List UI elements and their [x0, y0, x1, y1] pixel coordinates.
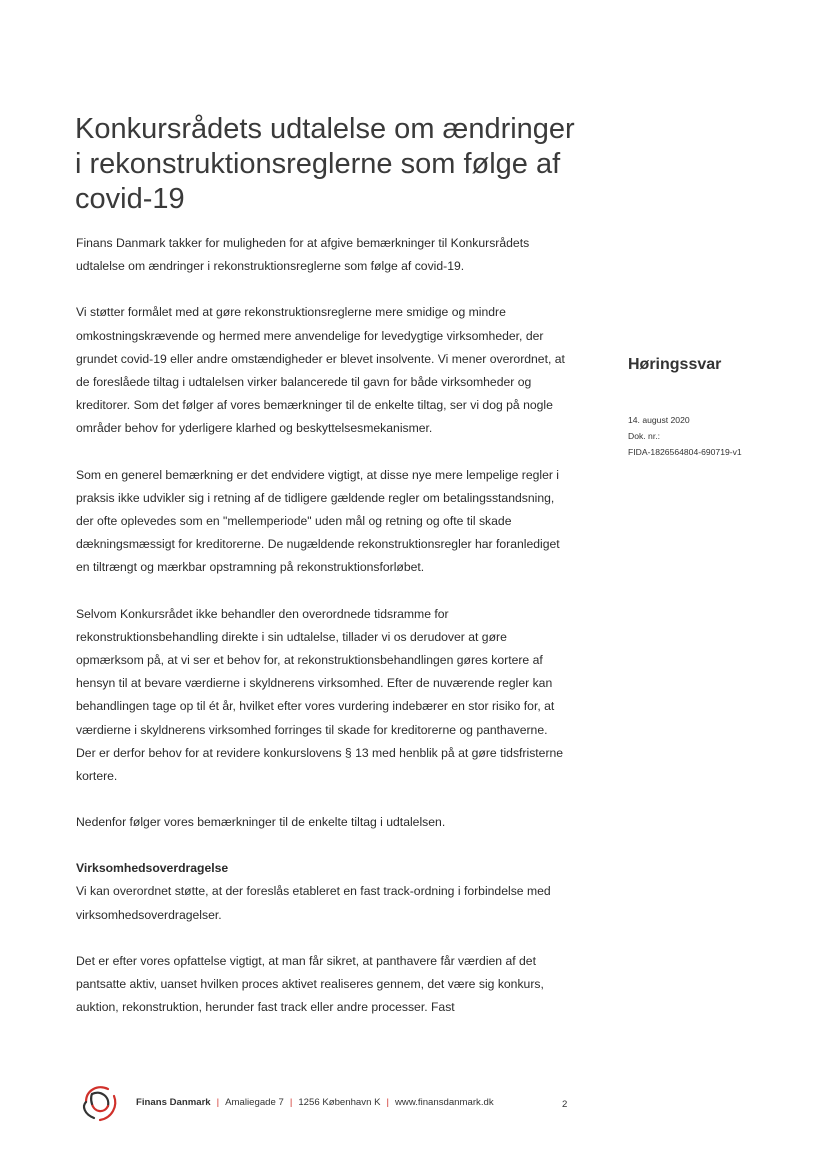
finans-danmark-logo-icon [78, 1080, 122, 1124]
paragraph-intro: Finans Danmark takker for muligheden for at afgive bemærkninger til Konkursrådets udtalelse om ændringer i rekonstruktionsreglerne som følge af covid-19. [76, 236, 530, 274]
document-date: 14. august 2020 [628, 415, 690, 425]
paragraph-transition: Nedenfor følger vores bemærkninger til de enkelte tiltag i udtalelsen. [76, 815, 446, 830]
document-type-label: Høringssvar [628, 356, 722, 373]
doc-number: FIDA-1826564804-690719-v1 [628, 447, 742, 457]
footer-separator: | [216, 1096, 220, 1108]
footer-city: 1256 København K [298, 1096, 381, 1108]
footer-website: www.finansdanmark.dk [394, 1096, 494, 1108]
sidebar [628, 356, 798, 460]
footer-separator: | [386, 1096, 389, 1108]
paragraph-general-remark: Som en generel bemærkning er det endvidere vigtigt, at disse nye mere lempelige regler i praksis ikke udvikler sig i retning af de tidligere gældende regler om betalingsstandsning, der ofte oplevedes som en "mellemperiode" uden mål og retning og ofte til skade dækningsmæssigt for kreditorerne. De nugældende rekonstruktionsregler har foranlediget en tiltrængt og mærkbar opstramning på rekonstruktionsforløbet. [76, 467, 560, 575]
doc-number-label: Dok. nr.: [628, 431, 660, 441]
page-footer [78, 1078, 598, 1126]
paragraph-purpose: Vi støtter formålet med at gøre rekonstruktionsreglerne mere smidige og mindre omkostningskrævende og hermed mere anvendelige for levedygtige virksomheder, der grundet covid-19 eller andre omstændigheder er blevet insolvente. Vi mener overordnet, at de foreslåede tiltag i udtalelsen virker balancerede til gavn for både virksomheder og kreditorer. Som det følger af vores bemærkninger til de enkelte tiltag, ser vi dog på nogle områder behov for yderligere klarhed og beskyttelsesmekanismer. [76, 305, 565, 436]
page-number: 2 [562, 1099, 568, 1110]
footer-address: Amaliegade 7 [225, 1096, 284, 1108]
document-title: Konkursrådets udtalelse om ændringer i rekonstruktionsreglerne som følge af covid-19 [75, 113, 575, 215]
footer-contact [136, 1097, 494, 1108]
section-heading: Virksomhedsoverdragelse [76, 861, 229, 876]
paragraph-timeframe: Selvom Konkursrådet ikke behandler den overordnede tidsramme for rekonstruktionsbehandling direkte i sin udtalelse, tillader vi os derudover at gøre opmærksom på, at vi ser et behov for, at rekonstruktionsbehandlingen gøres kortere af hensyn til at bevare værdierne i skyldnerens virksomhed. Efter de nuværende regler kan behandlingen tage op til ét år, hvilket efter vores vurdering indebærer en stor risiko for, at værdierne i skyldnerens virksomhed forringes til skade for kreditorerne og panthaverne. Der er derfor behov for at revidere konkurslovens § 13 med henblik på at gøre tidsfristerne kortere. [76, 606, 564, 784]
footer-brand: Finans Danmark [136, 1096, 211, 1108]
paragraph-last: Det er efter vores opfattelse vigtigt, at man får sikret, at panthavere får værdien af det pantsatte aktiv, uanset hvilken proces aktivet realiseres gennem, det være sig konkurs, auktion, rekonstruktion, herunder fast track eller andre processer. Fast [76, 953, 544, 1015]
paragraph-section: Vi kan overordnet støtte, at der foreslås etableret en fast track-ordning i forbindelse med virksomhedsoverdragelser. [76, 884, 551, 922]
body-column [76, 232, 570, 1042]
footer-separator: | [289, 1096, 293, 1108]
